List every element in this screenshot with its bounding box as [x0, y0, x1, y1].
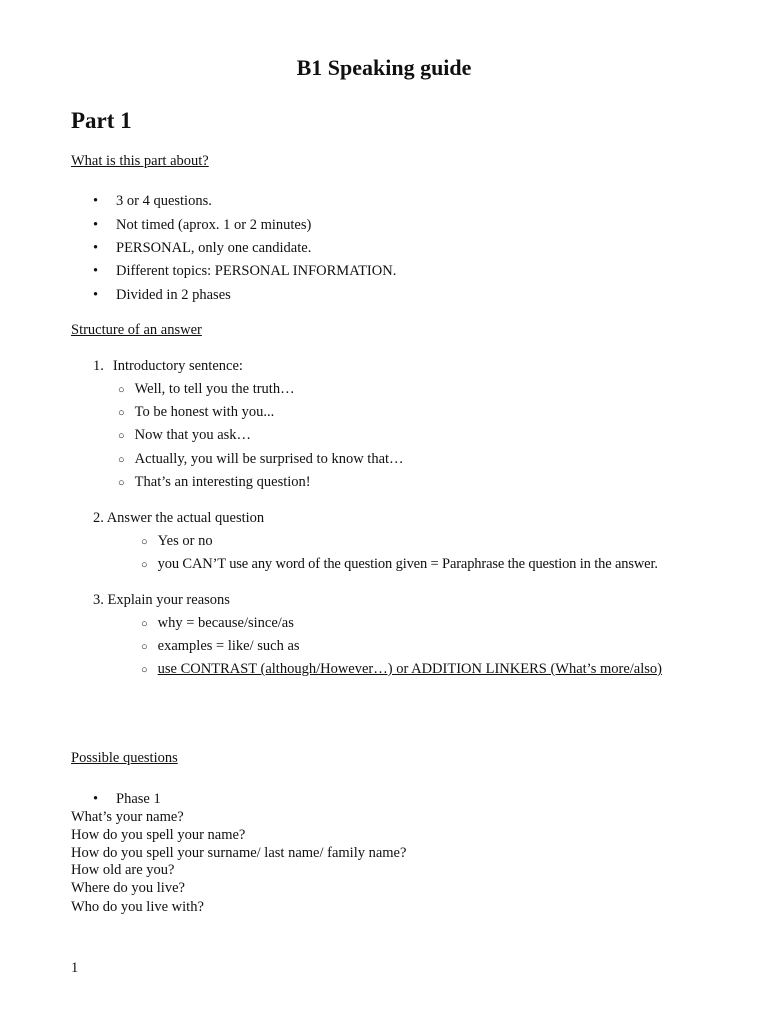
bullet-icon: • — [93, 217, 99, 233]
part-heading: Part 1 — [71, 108, 132, 133]
list-item: ○ why = because/since/as — [141, 615, 294, 631]
bullet-icon: • — [93, 193, 99, 209]
circle-bullet-icon: ○ — [118, 477, 125, 489]
list-item: ○ you CAN’T use any word of the question given = Paraphrase the question in the answer. — [141, 556, 658, 572]
bullet-icon: • — [93, 791, 99, 807]
circle-bullet-icon: ○ — [141, 536, 148, 548]
list-item: • 3 or 4 questions. — [93, 193, 212, 209]
document-title: B1 Speaking guide — [296, 55, 472, 80]
circle-bullet-icon: ○ — [118, 384, 125, 396]
circle-bullet-icon: ○ — [141, 559, 148, 571]
bullet-icon: • — [93, 240, 99, 256]
question-line: Where do you live? — [71, 880, 185, 896]
list-item: • PERSONAL, only one candidate. — [93, 240, 312, 256]
question-line: How do you spell your name? — [71, 827, 246, 843]
list-item: ○ That’s an interesting question! — [118, 474, 311, 490]
list-item: • Different topics: PERSONAL INFORMATION. — [93, 263, 397, 279]
list-item: ○ Actually, you will be surprised to know that… — [118, 451, 404, 467]
question-line: What’s your name? — [71, 809, 184, 825]
circle-bullet-icon: ○ — [118, 454, 125, 466]
list-item: ○ Now that you ask… — [118, 427, 252, 443]
page-number: 1 — [71, 960, 79, 976]
step-3-label: 3. Explain your reasons — [93, 592, 230, 608]
list-item: • Divided in 2 phases — [93, 287, 231, 303]
circle-bullet-icon: ○ — [141, 618, 148, 630]
list-item: ○ Well, to tell you the truth… — [118, 381, 295, 397]
question-line: Who do you live with? — [71, 899, 204, 915]
list-item: • Not timed (aprox. 1 or 2 minutes) — [93, 217, 312, 233]
phase-label: • Phase 1 — [93, 791, 161, 807]
circle-bullet-icon: ○ — [141, 664, 148, 676]
list-item: ○ examples = like/ such as — [141, 638, 300, 654]
bullet-icon: • — [93, 263, 99, 279]
questions-heading: Possible questions — [71, 750, 178, 766]
circle-bullet-icon: ○ — [118, 430, 125, 442]
question-line: How old are you? — [71, 862, 175, 878]
list-item: ○ use CONTRAST (although/However…) or ADDITION LINKERS (What’s more/also) — [141, 661, 662, 677]
structure-heading: Structure of an answer — [71, 322, 202, 338]
step-1-label: 1. Introductory sentence: — [93, 358, 243, 374]
list-item: ○ To be honest with you... — [118, 404, 275, 420]
about-heading: What is this part about? — [71, 153, 209, 169]
list-item: ○ Yes or no — [141, 533, 213, 549]
circle-bullet-icon: ○ — [141, 641, 148, 653]
question-line: How do you spell your surname/ last name/ family name? — [71, 845, 407, 861]
circle-bullet-icon: ○ — [118, 407, 125, 419]
step-2-label: 2. Answer the actual question — [93, 510, 265, 526]
bullet-icon: • — [93, 287, 99, 303]
